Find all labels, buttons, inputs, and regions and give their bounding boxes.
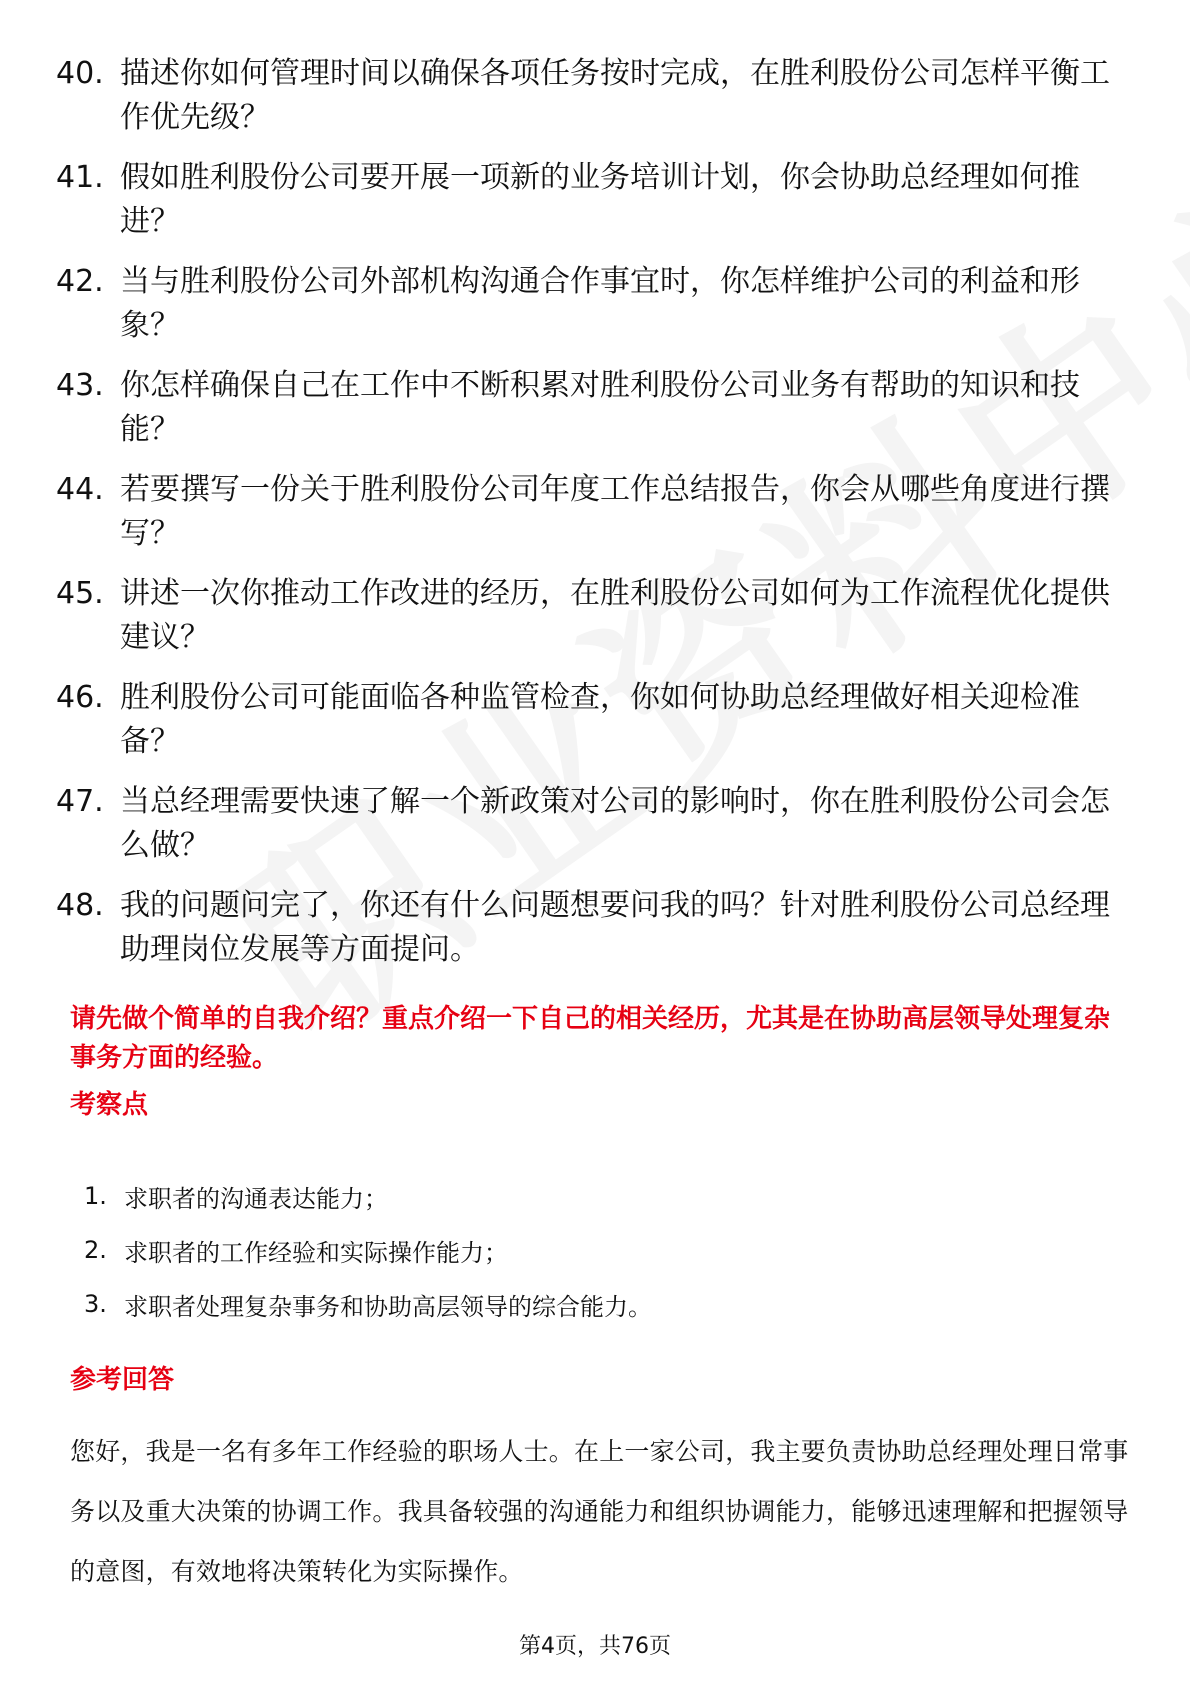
featured-question: 请先做个简单的自我介绍？重点介绍一下自己的相关经历，尤其是在协助高层领导处理复杂事务方面的经验。 xyxy=(70,1004,1111,1073)
page-info: 第4页，共76页 xyxy=(519,1634,671,1659)
question-item-44 xyxy=(56,468,1136,556)
key-point-item xyxy=(84,1169,1064,1223)
question-number: 48. xyxy=(56,888,104,923)
question-item-47 xyxy=(56,780,1136,868)
question-number: 42. xyxy=(56,264,104,299)
question-item-48 xyxy=(56,884,1136,972)
question-item-41 xyxy=(56,156,1136,244)
question-text: 胜利股份公司可能面临各种监管检查，你如何协助总经理做好相关迎检准备？ xyxy=(120,680,1080,759)
reference-answer-text: 您好，我是一名有多年工作经验的职场人士。在上一家公司，我主要负责协助总经理处理日常事务以及重大决策的协调工作。我具备较强的沟通能力和组织协调能力，能够迅速理解和把握领导的意图，有效地将决策转化为实际操作。 xyxy=(70,1437,1129,1586)
question-number: 41. xyxy=(56,160,104,195)
question-number: 46. xyxy=(56,680,104,715)
question-item-40 xyxy=(56,52,1136,140)
question-text: 若要撰写一份关于胜利股份公司年度工作总结报告，你会从哪些角度进行撰写？ xyxy=(120,472,1110,551)
key-point-number: 2. xyxy=(84,1236,107,1264)
key-point-number: 3. xyxy=(84,1290,107,1318)
question-number: 40. xyxy=(56,56,104,91)
key-point-text: 求职者的沟通表达能力； xyxy=(124,1184,388,1213)
question-number: 47. xyxy=(56,784,104,819)
key-point-number: 1. xyxy=(84,1182,107,1210)
question-text: 讲述一次你推动工作改进的经历，在胜利股份公司如何为工作流程优化提供建议？ xyxy=(120,576,1110,655)
question-item-46 xyxy=(56,676,1136,764)
question-text: 我的问题问完了，你还有什么问题想要问我的吗？针对胜利股份公司总经理助理岗位发展等方面提问。 xyxy=(120,888,1110,967)
question-item-45 xyxy=(56,572,1136,660)
question-list xyxy=(56,52,1136,988)
question-text: 假如胜利股份公司要开展一项新的业务培训计划，你会协助总经理如何推进？ xyxy=(120,160,1080,239)
question-text: 描述你如何管理时间以确保各项任务按时完成，在胜利股份公司怎样平衡工作优先级？ xyxy=(120,56,1110,135)
question-number: 45. xyxy=(56,576,104,611)
question-number: 44. xyxy=(56,472,104,507)
key-point-item xyxy=(84,1223,1064,1277)
key-points-title: 考察点 xyxy=(70,1090,149,1120)
question-text: 当与胜利股份公司外部机构沟通合作事宜时，你怎样维护公司的利益和形象？ xyxy=(120,264,1080,343)
question-item-43 xyxy=(56,364,1136,452)
question-number: 43. xyxy=(56,368,104,403)
question-item-42 xyxy=(56,260,1136,348)
key-points-list xyxy=(84,1169,1064,1331)
key-point-text: 求职者的工作经验和实际操作能力； xyxy=(124,1238,508,1267)
key-point-item xyxy=(84,1277,1064,1331)
reference-answer-title: 参考回答 xyxy=(70,1365,175,1395)
page-footer xyxy=(0,1633,1190,1661)
question-text: 你怎样确保自己在工作中不断积累对胜利股份公司业务有帮助的知识和技能？ xyxy=(120,368,1080,447)
question-text: 当总经理需要快速了解一个新政策对公司的影响时，你在胜利股份公司会怎么做？ xyxy=(120,784,1110,863)
key-point-text: 求职者处理复杂事务和协助高层领导的综合能力。 xyxy=(124,1292,652,1321)
